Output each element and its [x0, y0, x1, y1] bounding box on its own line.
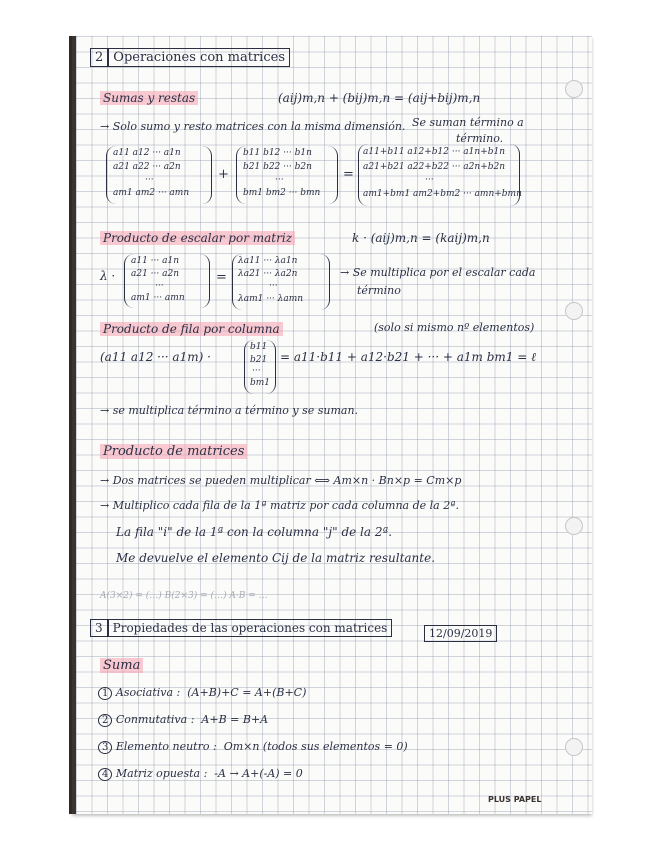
property-item: 4 Matriz opuesta : -A → A+(-A) = 0 [98, 768, 303, 780]
matrix-b: b11 b12 ··· b1n b21 b22 ··· b2n ··· bm1 bm2 ··· bmn [236, 146, 338, 204]
matrix-sum: a11+b11 a12+b12 ··· a1n+b1n a21+b21 a22+b22 ··· a2n+b2n ··· am1+bm1 am2+bm2 ··· amn+bmn [358, 144, 520, 206]
matrix-a: a11 a12 ··· a1n a21 a22 ··· a2n ··· am1 am2 ··· amn [106, 146, 212, 204]
subheading-suma: Suma [100, 659, 143, 672]
matrix-lambda: λa11 ··· λa1n λa21 ··· λa2n ··· λam1 ··· λamn [232, 254, 330, 310]
section-number: 3 [90, 619, 108, 637]
escalar-rule-cont: término [357, 284, 401, 297]
subheading-producto: Producto de matrices [100, 445, 247, 458]
sum-rule-cont2: término. [456, 132, 504, 145]
plus-sign: + [218, 167, 229, 182]
section-heading [90, 51, 290, 64]
subheading-escalar: Producto de escalar por matriz [100, 232, 295, 244]
producto-line-1: → Dos matrices se pueden multiplicar ⟺ Am×n · Bn×p = Cm×p [100, 474, 462, 487]
brand-label: PLUS PAPEL [488, 795, 542, 804]
binder-hole [565, 80, 583, 98]
matrix-column: b11 b21 ··· bm1 [244, 340, 276, 394]
lambda-label: λ · [100, 269, 116, 283]
producto-line-2: → Multiplico cada fila de la 1ª matriz por cada columna de la 2ª. [100, 499, 459, 512]
faint-erased-example: A(3×2) = (…) B(2×3) = (…) A·B = … [100, 591, 268, 601]
sum-rule-cont: Se suman término a [412, 116, 524, 129]
binder-hole [565, 738, 583, 756]
subheading-fila: Producto de fila por columna [100, 323, 283, 335]
equals-sign: = [343, 167, 354, 182]
escalar-rule: → Se multiplica por el escalar cada [340, 266, 536, 279]
fila-formula: = a11·b11 + a12·b21 + ··· + a1m bm1 = ℓ [280, 350, 537, 364]
property-item: 1 Asociativa : (A+B)+C = A+(B+C) [98, 687, 306, 699]
binder-hole [565, 517, 583, 535]
sum-rule: → Solo sumo y resto matrices con la misma dimensión. [100, 120, 406, 133]
section-title: Propiedades de las operaciones con matrices [108, 619, 393, 637]
property-item: 3 Elemento neutro : Om×n (todos sus elementos = 0) [98, 741, 408, 753]
subheading-sumas: Sumas y restas [100, 92, 198, 104]
section-heading [90, 622, 392, 634]
equals-sign: = [216, 270, 227, 285]
date-stamp: 12/09/2019 [424, 628, 497, 639]
producto-line-4: Me devuelve el elemento Cij de la matriz resultante. [116, 551, 436, 565]
binder-hole [565, 302, 583, 320]
fila-note: (solo si mismo nº elementos) [374, 321, 535, 334]
producto-line-3: La fila "i" de la 1ª con la columna "j" de la 2ª. [116, 525, 393, 539]
property-item: 2 Conmutativa : A+B = B+A [98, 714, 268, 726]
section-number: 2 [90, 48, 108, 67]
fila-rule: → se multiplica término a término y se suman. [100, 404, 359, 417]
fila-row: (a11 a12 ··· a1m) · [100, 350, 211, 364]
sum-formula: (aij)m,n + (bij)m,n = (aij+bij)m,n [278, 91, 481, 105]
escalar-formula: k · (aij)m,n = (kaij)m,n [352, 231, 490, 245]
matrix-l: a11 ··· a1n a21 ··· a2n ··· am1 ··· amn [124, 254, 210, 308]
section-title: Operaciones con matrices [108, 48, 290, 67]
